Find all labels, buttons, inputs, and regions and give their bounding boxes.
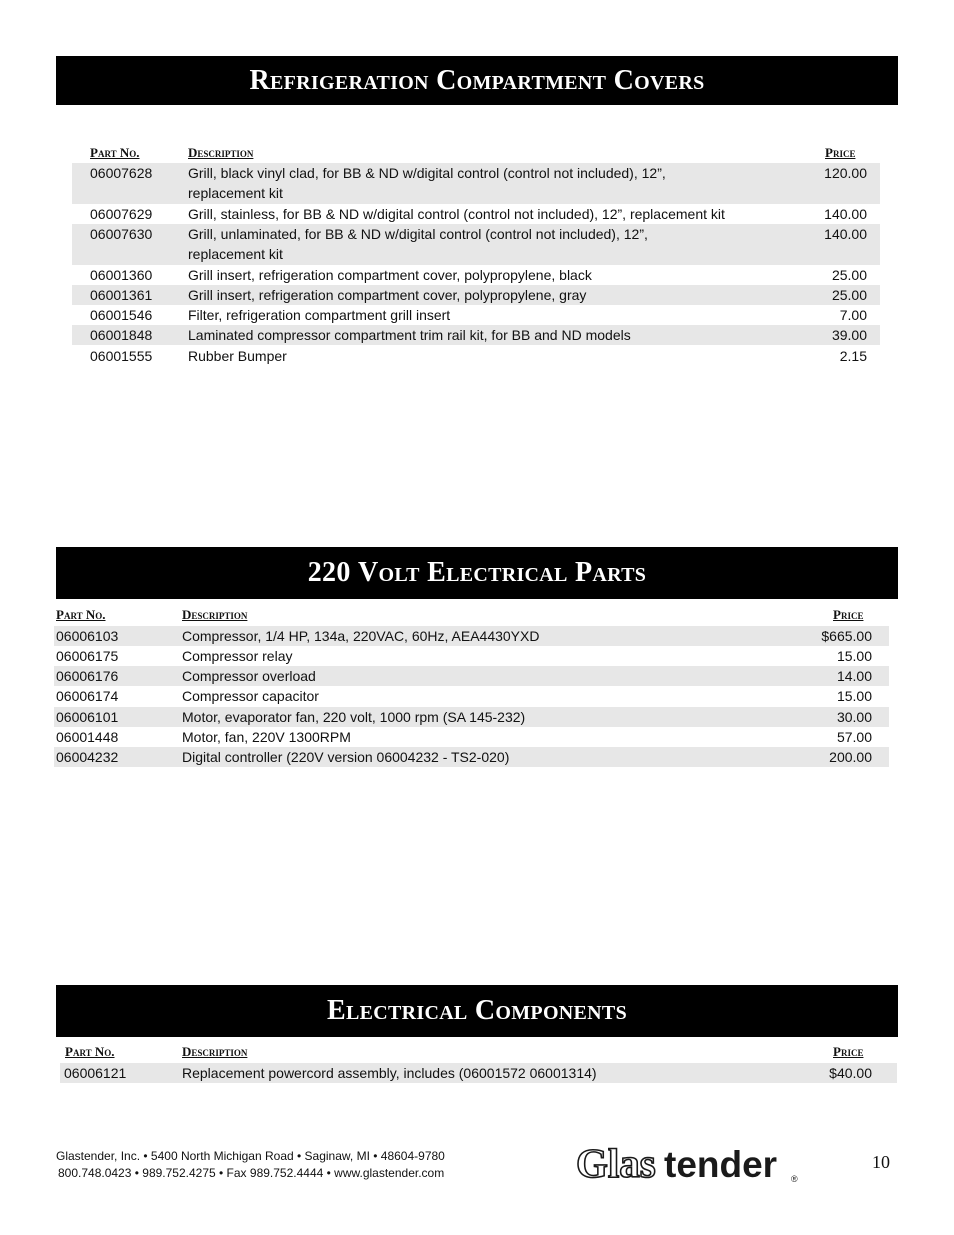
part-number: 06001361 [90, 287, 153, 303]
table-row [54, 727, 889, 747]
table-row [72, 305, 880, 325]
part-description: Laminated compressor compartment trim rail kit, for BB and ND models [188, 327, 631, 343]
section-banner-electrical-components [56, 985, 898, 1037]
logo-text-bold: tender [664, 1144, 778, 1185]
part-description: Compressor, 1/4 HP, 134a, 220VAC, 60Hz, AEA4430YXD [182, 628, 540, 644]
column-header-description: Description [182, 1044, 248, 1059]
column-header-part: Part No. [65, 1044, 115, 1059]
section-banner-refrigeration-covers [56, 56, 898, 105]
column-header-price: Price [825, 145, 856, 160]
part-number: 06007630 [90, 226, 153, 242]
part-number: 06001448 [56, 729, 119, 745]
part-price: $665.00 [821, 628, 872, 644]
part-number: 06006176 [56, 668, 119, 684]
part-price: 39.00 [831, 327, 867, 343]
part-price: 25.00 [831, 287, 867, 303]
table-row [54, 626, 889, 646]
part-description: Motor, evaporator fan, 220 volt, 1000 rpm (SA 145-232) [182, 709, 526, 725]
part-description: Grill insert, refrigeration compartment cover, polypropylene, black [188, 267, 592, 283]
section-banner-220-volt [56, 547, 898, 599]
part-price: 14.00 [836, 668, 872, 684]
table-row [54, 707, 889, 727]
column-header-description: Description [182, 607, 248, 622]
column-header-part: Part No. [90, 145, 140, 160]
part-description: Replacement powercord assembly, includes (06001572 06001314) [182, 1065, 597, 1081]
table-row [54, 666, 889, 686]
part-price: 200.00 [829, 749, 872, 765]
table-row [60, 1063, 897, 1083]
footer-contact [56, 1148, 445, 1182]
part-description: Compressor capacitor [182, 688, 319, 704]
part-description: Digital controller (220V version 06004232 - TS2-020) [182, 749, 510, 765]
glastender-logo [574, 1140, 800, 1186]
part-number: 06006101 [56, 709, 119, 725]
column-header-part: Part No. [56, 607, 106, 622]
table-row [72, 224, 880, 265]
part-price: $40.00 [829, 1065, 872, 1081]
part-description: Grill insert, refrigeration compartment cover, polypropylene, gray [188, 287, 587, 303]
part-number: 06001360 [90, 267, 153, 283]
part-description: Filter, refrigeration compartment grill insert [188, 307, 451, 323]
part-price: 140.00 [824, 206, 867, 222]
part-price: 120.00 [824, 165, 867, 181]
part-price: 140.00 [824, 226, 867, 242]
part-description: Rubber Bumper [188, 348, 287, 364]
part-number: 06007629 [90, 206, 153, 222]
part-description: Grill, unlaminated, for BB & ND w/digital control (control not included), 12”, replacement kit [188, 226, 648, 262]
table-row [72, 163, 880, 204]
footer-phones: 800.748.0423 • 989.752.4275 • Fax 989.752.4444 • www.glastender.com [58, 1166, 445, 1180]
table-row [54, 686, 889, 706]
part-description: Grill, black vinyl clad, for BB & ND w/digital control (control not included), 12”, replacement kit [188, 165, 666, 201]
part-price: 7.00 [839, 307, 867, 323]
section-title: Refrigeration Compartment Covers [249, 64, 705, 96]
table-row [54, 646, 889, 666]
logo-text-light: Glas [576, 1140, 656, 1186]
part-price: 57.00 [836, 729, 872, 745]
part-number: 06006175 [56, 648, 119, 664]
part-description: Compressor relay [182, 648, 293, 664]
column-header-price: Price [833, 1044, 864, 1059]
part-price: 25.00 [831, 267, 867, 283]
part-number: 06006103 [56, 628, 119, 644]
part-price: 15.00 [836, 688, 872, 704]
table-row [72, 265, 880, 285]
page-number: 10 [872, 1152, 890, 1172]
part-number: 06001555 [90, 348, 153, 364]
section-title: Volt Electrical Parts [357, 557, 647, 588]
part-description: Motor, fan, 220V 1300RPM [182, 729, 351, 745]
table-row [72, 346, 880, 366]
part-price: 30.00 [836, 709, 872, 725]
part-description: Compressor overload [182, 668, 316, 684]
table-row [54, 747, 889, 767]
table-row [72, 204, 880, 224]
registered-mark: ® [791, 1174, 798, 1184]
section-title-number: 220 [307, 557, 351, 588]
footer-address: Glastender, Inc. • 5400 North Michigan Road • Saginaw, MI • 48604-9780 [56, 1149, 445, 1163]
part-number: 06004232 [56, 749, 119, 765]
part-number: 06001848 [90, 327, 153, 343]
part-price: 2.15 [839, 348, 867, 364]
column-header-description: Description [188, 145, 254, 160]
table-row [72, 325, 880, 345]
part-description: Grill, stainless, for BB & ND w/digital control (control not included), 12”, replacement kit [188, 206, 725, 222]
table-row [72, 285, 880, 305]
part-number: 06001546 [90, 307, 153, 323]
part-price: 15.00 [836, 648, 872, 664]
column-header-price: Price [833, 607, 864, 622]
part-number: 06006121 [64, 1065, 127, 1081]
section-title: Electrical Components [326, 995, 627, 1026]
part-number: 06007628 [90, 165, 153, 181]
part-number: 06006174 [56, 688, 119, 704]
